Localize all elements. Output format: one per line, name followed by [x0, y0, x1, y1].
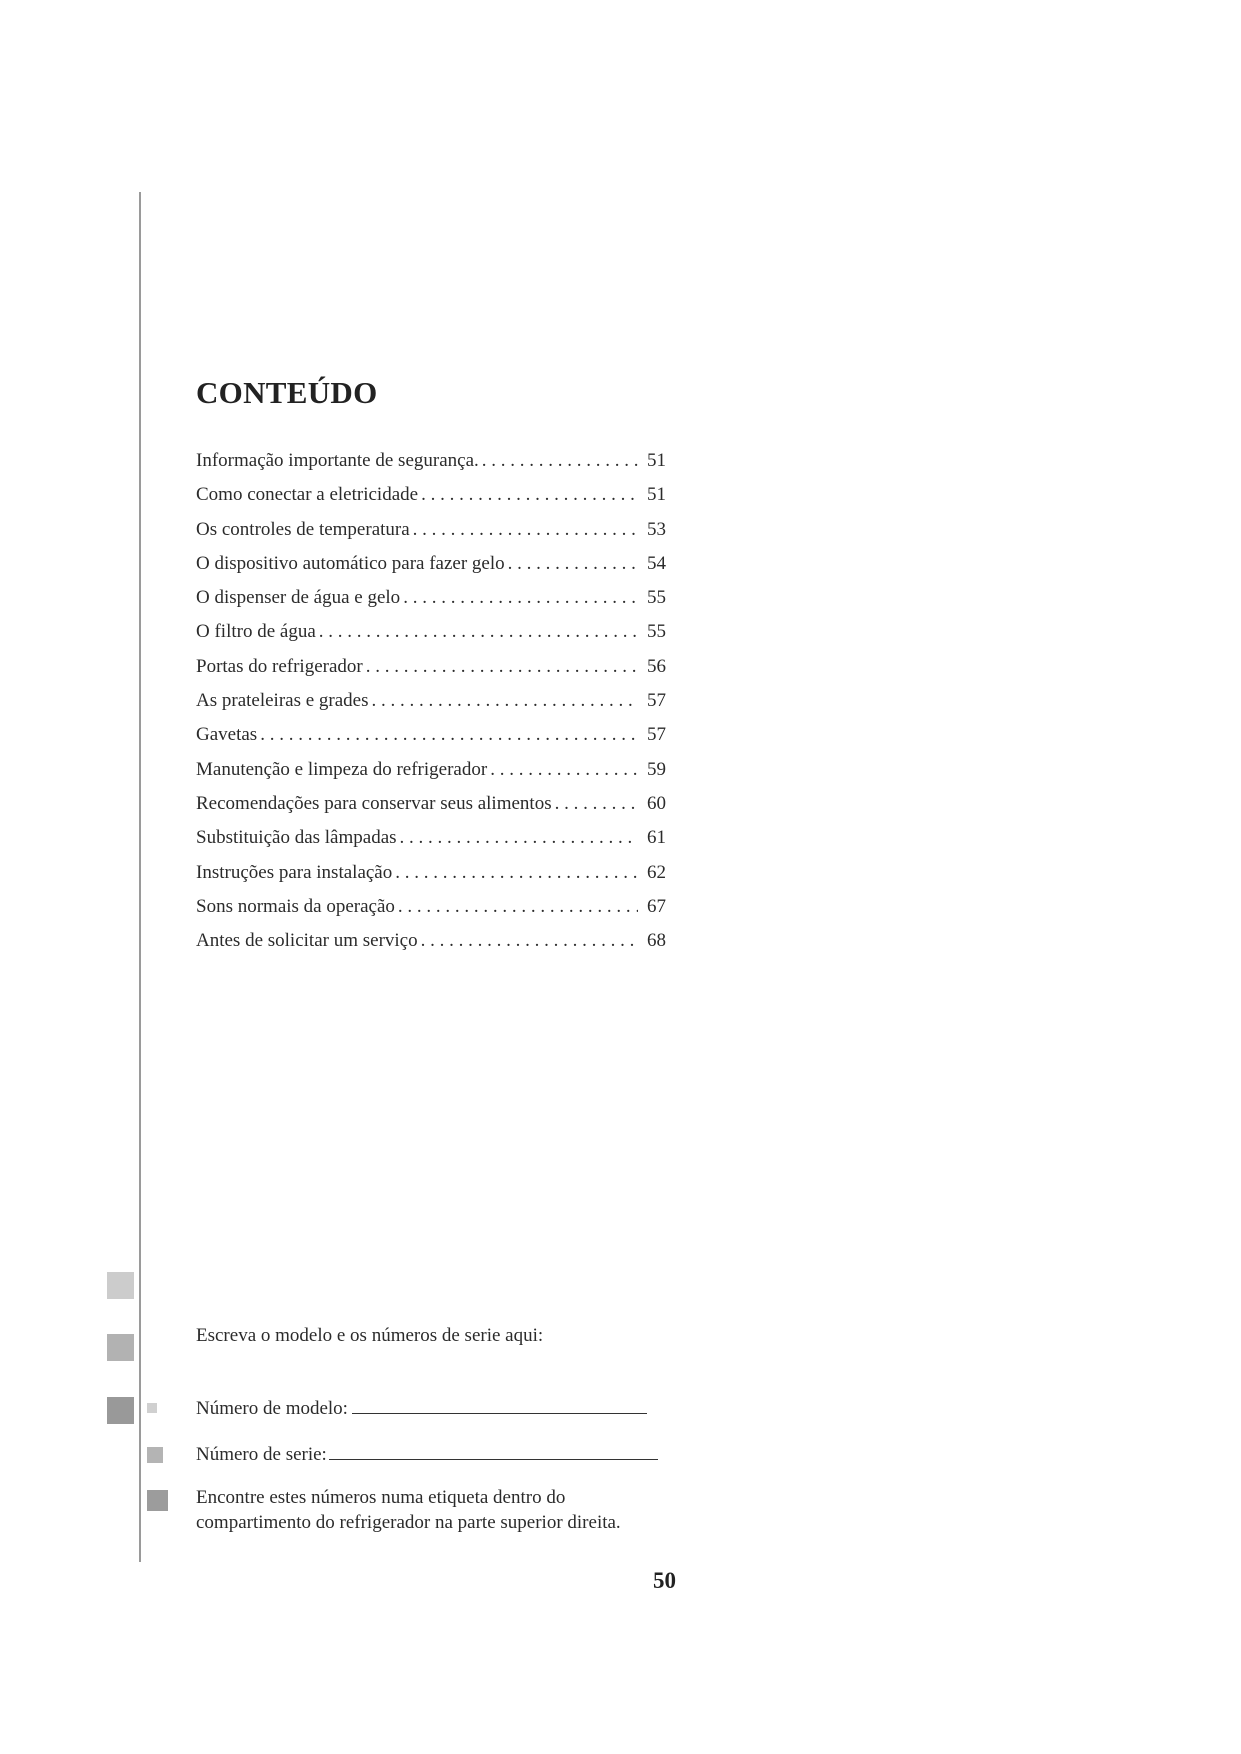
- toc-label: Sons normais da operação: [196, 895, 395, 917]
- serial-number-field: [196, 1441, 658, 1466]
- toc-leader: [395, 862, 638, 884]
- toc-label: O filtro de água: [196, 621, 316, 643]
- decorative-square: [107, 1334, 134, 1361]
- toc-entry[interactable]: [196, 793, 666, 827]
- toc-leader: [421, 930, 638, 952]
- toc-page: 55: [647, 621, 666, 643]
- toc-leader: [372, 690, 638, 712]
- toc-entry[interactable]: [196, 690, 666, 724]
- decorative-square: [147, 1447, 163, 1463]
- toc-label: Manutenção e limpeza do refrigerador: [196, 758, 488, 780]
- toc-entry[interactable]: [196, 827, 666, 861]
- toc-page: 56: [647, 655, 666, 677]
- page-number: 50: [653, 1568, 676, 1593]
- toc-label: Gavetas: [196, 724, 258, 746]
- margin-rule: [139, 192, 141, 1562]
- toc-label: Instruções para instalação: [196, 861, 393, 883]
- toc-leader: [413, 519, 638, 541]
- toc-page: 54: [647, 552, 666, 574]
- toc-page: 59: [647, 758, 666, 780]
- toc-label: O dispenser de água e gelo: [196, 587, 401, 609]
- model-number-field: [196, 1395, 647, 1420]
- toc-label: Portas do refrigerador: [196, 655, 363, 677]
- toc-entry[interactable]: [196, 484, 666, 518]
- toc-page: 57: [647, 690, 666, 712]
- decorative-square: [107, 1272, 134, 1299]
- toc-label: Recomendações para conservar seus alimentos: [196, 792, 552, 814]
- toc-page: 57: [647, 724, 666, 746]
- toc-entry[interactable]: [196, 656, 666, 690]
- toc-leader: [508, 553, 638, 575]
- toc-label: O dispositivo automático para fazer gelo: [196, 552, 505, 574]
- toc-leader: [555, 793, 638, 815]
- toc-page: 51: [647, 450, 666, 471]
- decorative-square: [147, 1490, 168, 1511]
- toc-leader: [366, 656, 638, 678]
- toc-label: Como conectar a eletricidade: [196, 484, 419, 506]
- decorative-square: [147, 1403, 157, 1413]
- toc-leader: [319, 621, 638, 643]
- toc-leader: [421, 484, 638, 506]
- toc-leader: [403, 587, 638, 609]
- serial-number-label: Número de serie:: [196, 1444, 327, 1465]
- toc-page: 62: [647, 861, 666, 883]
- model-number-label: Número de modelo:: [196, 1398, 348, 1419]
- toc-page: 60: [647, 792, 666, 814]
- toc-label: Os controles de temperatura: [196, 518, 410, 540]
- toc-leader: [482, 450, 638, 472]
- location-note: Encontre estes números numa etiqueta dentro do compartimento do refrigerador na parte superior direita.: [196, 1487, 621, 1533]
- toc-label: Antes de solicitar um serviço: [196, 930, 418, 952]
- serial-number-blank[interactable]: [329, 1441, 658, 1460]
- toc-label: As prateleiras e grades: [196, 690, 369, 712]
- toc-leader: [260, 724, 638, 746]
- toc-label: Substituição das lâmpadas: [196, 827, 397, 849]
- toc-leader: [398, 896, 638, 918]
- model-number-blank[interactable]: [352, 1395, 647, 1414]
- record-prompt: Escreva o modelo e os números de serie aqui:: [196, 1325, 544, 1346]
- toc-page: 68: [647, 930, 666, 952]
- decorative-square: [107, 1397, 134, 1424]
- page-title: CONTEÚDO: [196, 375, 378, 410]
- toc-entry[interactable]: [196, 621, 666, 655]
- toc-label: Informação importante de segurança.: [196, 450, 479, 471]
- toc-page: 53: [647, 518, 666, 540]
- toc-page: 61: [647, 827, 666, 849]
- toc-entry[interactable]: [196, 862, 666, 896]
- toc-entry[interactable]: [196, 896, 666, 930]
- toc-leader: [490, 759, 638, 781]
- toc-page: 67: [647, 895, 666, 917]
- toc-page: 51: [647, 484, 666, 506]
- toc-page: 55: [647, 587, 666, 609]
- toc-entry[interactable]: [196, 930, 666, 964]
- toc-entry[interactable]: [196, 450, 666, 484]
- toc-entry[interactable]: [196, 553, 666, 587]
- toc-entry[interactable]: [196, 519, 666, 553]
- toc-entry[interactable]: [196, 587, 666, 621]
- toc-entry[interactable]: [196, 724, 666, 758]
- toc-entry[interactable]: [196, 759, 666, 793]
- table-of-contents: [196, 450, 666, 964]
- toc-leader: [400, 827, 638, 849]
